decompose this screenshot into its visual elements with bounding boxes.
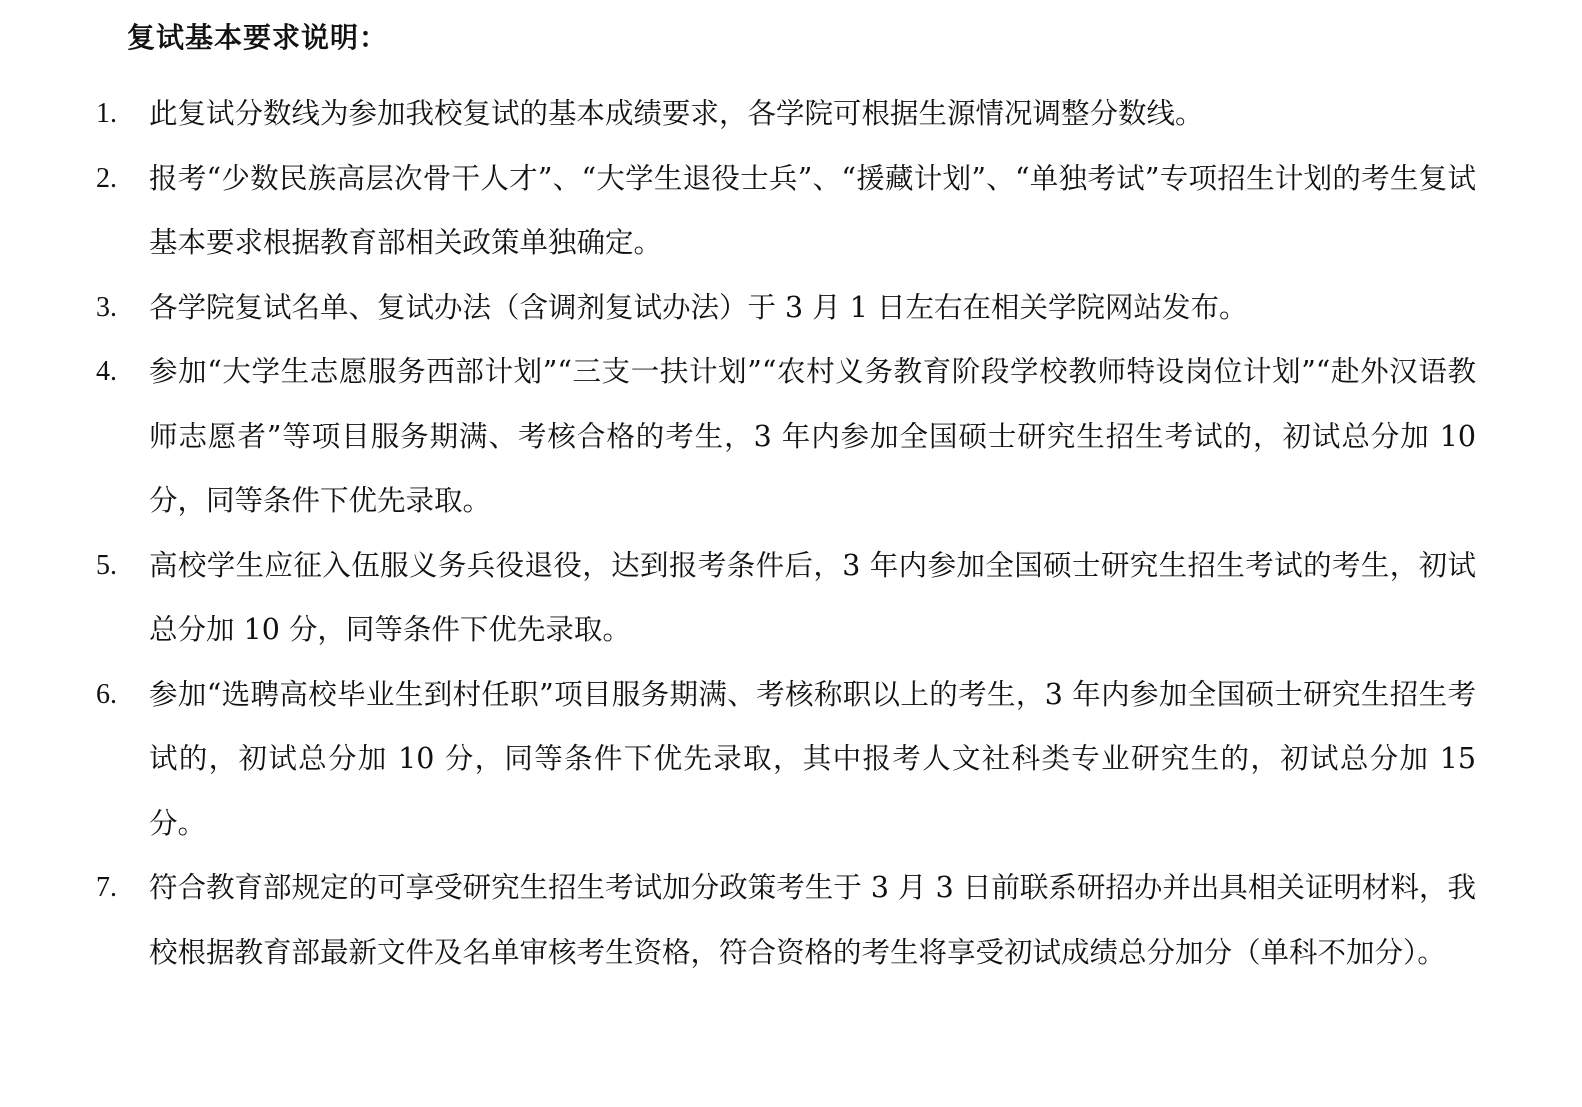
list-item: [96, 276, 1476, 341]
list-item: [96, 340, 1476, 534]
list-item: [96, 82, 1476, 147]
section-title: 复试基本要求说明：: [127, 21, 389, 54]
item-text: 各学院复试名单、复试办法（含调剂复试办法）于 3 月 1 日左右在相关学院网站发布。: [149, 290, 1248, 324]
item-text: 高校学生应征入伍服义务兵役退役，达到报考条件后，3 年内参加全国硕士研究生招生考试的考生，初试总分加 10 分，同等条件下优先录取。: [149, 548, 1476, 646]
item-number: 7.: [96, 872, 117, 903]
item-text: 此复试分数线为参加我校复试的基本成绩要求，各学院可根据生源情况调整分数线。: [149, 97, 1204, 130]
list-item: [96, 856, 1476, 985]
list-item: [96, 534, 1476, 663]
item-number: 1.: [96, 98, 117, 129]
requirements-list: [96, 82, 1476, 985]
item-text: 参加“选聘高校毕业生到村任职”项目服务期满、考核称职以上的考生，3 年内参加全国硕士研究生招生考试的，初试总分加 10 分，同等条件下优先录取，其中报考人文社科类专业研究生的，初试总分加 15 分。: [149, 677, 1476, 840]
item-number: 3.: [96, 291, 117, 323]
item-number: 5.: [96, 549, 117, 581]
item-number: 2.: [96, 162, 117, 194]
item-text: 符合教育部规定的可享受研究生招生考试加分政策考生于 3 月 3 日前联系研招办并出具相关证明材料，我校根据教育部最新文件及名单审核考生资格，符合资格的考生将享受初试成绩总分加分（单科不加分）。: [149, 871, 1476, 969]
item-number: 6.: [96, 678, 117, 710]
list-item: [96, 147, 1476, 276]
item-text: 参加“大学生志愿服务西部计划”“三支一扶计划”“农村义务教育阶段学校教师特设岗位计划”“赴外汉语教师志愿者”等项目服务期满、考核合格的考生，3 年内参加全国硕士研究生招生考试的，初试总分加 10 分，同等条件下优先录取。: [149, 355, 1476, 517]
list-item: [96, 663, 1476, 857]
item-text: 报考“少数民族高层次骨干人才”、“大学生退役士兵”、“援藏计划”、“单独考试”专项招生计划的考生复试基本要求根据教育部相关政策单独确定。: [149, 161, 1476, 259]
item-number: 4.: [96, 356, 117, 387]
